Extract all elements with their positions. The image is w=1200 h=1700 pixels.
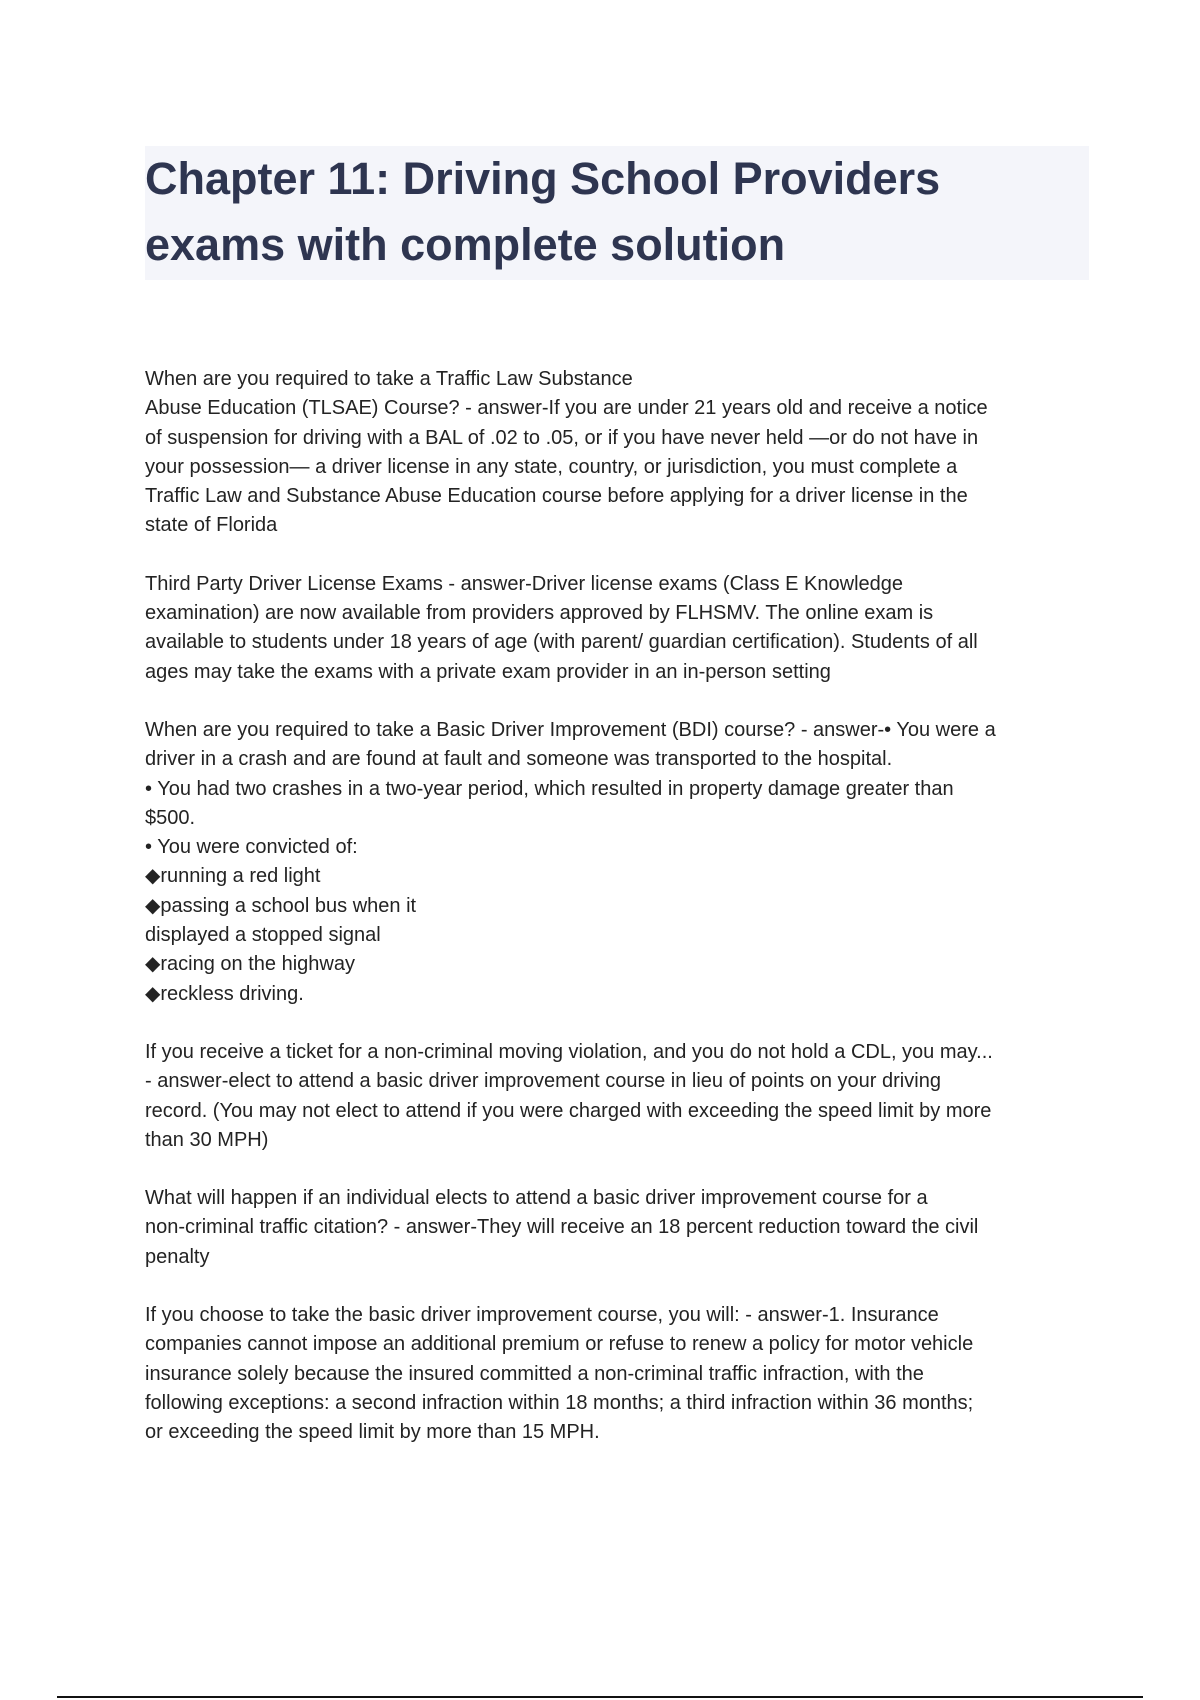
qa-item-bdi-course bbox=[145, 716, 1095, 1009]
text-line: Third Party Driver License Exams - answer-Driver license exams (Class E Knowledge bbox=[145, 572, 904, 595]
text-line: If you choose to take the basic driver improvement course, you will: - answer-1. Insurance bbox=[145, 1304, 939, 1327]
text-line: of suspension for driving with a BAL of .02 to .05, or if you have never held —or do not have in bbox=[145, 426, 979, 449]
text-line: • You were convicted of: bbox=[145, 836, 358, 859]
text-line: state of Florida bbox=[145, 514, 278, 537]
text-line: ◆racing on the highway bbox=[145, 953, 355, 976]
text-line: - answer-elect to attend a basic driver improvement course in lieu of points on your driving bbox=[145, 1070, 941, 1093]
title-line-2: exams with complete solution bbox=[145, 219, 786, 270]
text-line: Abuse Education (TLSAE) Course? - answer-If you are under 21 years old and receive a notice bbox=[145, 397, 988, 420]
text-line: penalty bbox=[145, 1245, 210, 1268]
qa-item-third-party-exams bbox=[145, 570, 1095, 687]
text-line: companies cannot impose an additional premium or refuse to renew a policy for motor vehicle bbox=[145, 1333, 974, 1356]
page-title bbox=[145, 146, 1045, 278]
text-line: Traffic Law and Substance Abuse Education course before applying for a driver license in the bbox=[145, 485, 968, 508]
text-line: available to students under 18 years of age (with parent/ guardian certification). Students of all bbox=[145, 631, 978, 654]
text-line: $500. bbox=[145, 806, 196, 829]
text-line: than 30 MPH) bbox=[145, 1128, 269, 1151]
text-line: displayed a stopped signal bbox=[145, 924, 381, 947]
text-line: driver in a crash and are found at fault and someone was transported to the hospital. bbox=[145, 748, 893, 771]
qa-item-insurance bbox=[145, 1301, 1095, 1447]
text-line: ages may take the exams with a private exam provider in an in-person setting bbox=[145, 660, 831, 683]
text-line: ◆passing a school bus when it bbox=[145, 894, 417, 917]
text-line: non-criminal traffic citation? - answer-They will receive an 18 percent reduction toward the civil bbox=[145, 1216, 979, 1239]
text-line: record. (You may not elect to attend if you were charged with exceeding the speed limit by more bbox=[145, 1099, 992, 1122]
text-line: ◆reckless driving. bbox=[145, 982, 304, 1005]
text-line: When are you required to take a Basic Driver Improvement (BDI) course? - answer-• You were a bbox=[145, 718, 996, 741]
text-line: insurance solely because the insured committed a non-criminal traffic infraction, with the bbox=[145, 1362, 924, 1385]
text-line: following exceptions: a second infraction within 18 months; a third infraction within 36 months; bbox=[145, 1391, 974, 1414]
text-line: If you receive a ticket for a non-criminal moving violation, and you do not hold a CDL, you may... bbox=[145, 1040, 993, 1063]
qa-item-non-criminal-ticket bbox=[145, 1038, 1095, 1155]
document-body bbox=[145, 365, 1095, 1477]
text-line: • You had two crashes in a two-year period, which resulted in property damage greater than bbox=[145, 777, 954, 800]
text-line: your possession— a driver license in any state, country, or jurisdiction, you must complete a bbox=[145, 455, 958, 478]
qa-item-civil-penalty bbox=[145, 1184, 1095, 1272]
text-line: What will happen if an individual elects to attend a basic driver improvement course for a bbox=[145, 1187, 928, 1210]
text-line: examination) are now available from providers approved by FLHSMV. The online exam is bbox=[145, 602, 934, 625]
title-line-1: Chapter 11: Driving School Providers bbox=[145, 153, 941, 204]
qa-item-tlsae bbox=[145, 365, 1095, 541]
text-line: ◆running a red light bbox=[145, 865, 321, 888]
footer-divider bbox=[57, 1696, 1143, 1698]
text-line: or exceeding the speed limit by more than 15 MPH. bbox=[145, 1421, 600, 1444]
text-line: When are you required to take a Traffic Law Substance bbox=[145, 368, 633, 390]
